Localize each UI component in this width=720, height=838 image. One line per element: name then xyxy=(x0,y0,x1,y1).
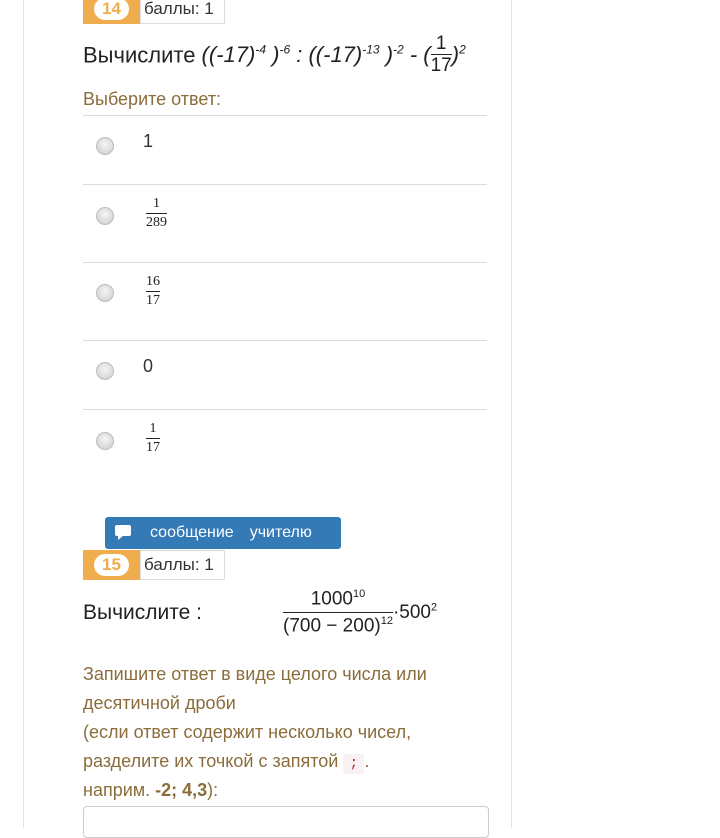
radio-option-1[interactable] xyxy=(96,137,114,155)
divider xyxy=(83,115,487,116)
question-14-formula: Вычислите ($(-17)^{-4}$ )$^{-6}$ : ($(-17)^{-13}$ )$^{-2}$ - ( $\frac{1}{17}$ )$^2$ xyxy=(83,33,466,76)
formula-fraction: $\frac{1}{17}$ xyxy=(430,33,452,76)
option-4-text: 0 xyxy=(143,356,154,376)
points-label: баллы: 1 xyxy=(140,0,225,24)
divider xyxy=(83,262,487,263)
question-15-lead: Вычислите : xyxy=(83,601,202,624)
answer-input[interactable] xyxy=(83,806,489,838)
separator-code: ; xyxy=(343,754,364,774)
choose-answer-label: Выберите ответ: xyxy=(83,89,222,109)
comment-icon xyxy=(115,525,133,541)
option-3-fraction: 16 17 xyxy=(146,274,160,308)
option-1-text: 1 xyxy=(143,131,154,151)
answer-instructions: Запишите ответ в виде целого числа или десятичной дроби (если ответ содержит несколько чисел, разделите их точкой с запятой ; . наприм. -2; 4,3): xyxy=(83,664,427,800)
divider xyxy=(83,340,487,341)
question-number-badge: 14 xyxy=(83,0,140,24)
option-2-fraction: 1 289 xyxy=(146,196,167,230)
divider xyxy=(83,409,487,410)
message-teacher-button[interactable]: сообщение учителю xyxy=(105,517,341,549)
question-15-header xyxy=(83,550,225,580)
radio-option-4[interactable] xyxy=(96,362,114,380)
radio-option-5[interactable] xyxy=(96,432,114,450)
option-5-fraction: 1 17 xyxy=(146,421,160,455)
question-number-badge: 15 xyxy=(83,550,140,580)
radio-option-3[interactable] xyxy=(96,284,114,302)
question-15-formula: $\frac{1000^{10}}{(700 - 200)^{12}}$ $\cdot 500^2$ xyxy=(283,588,438,637)
radio-option-2[interactable] xyxy=(96,207,114,225)
points-label: баллы: 1 xyxy=(140,550,225,580)
question-14-header xyxy=(83,0,225,24)
divider xyxy=(83,184,487,185)
